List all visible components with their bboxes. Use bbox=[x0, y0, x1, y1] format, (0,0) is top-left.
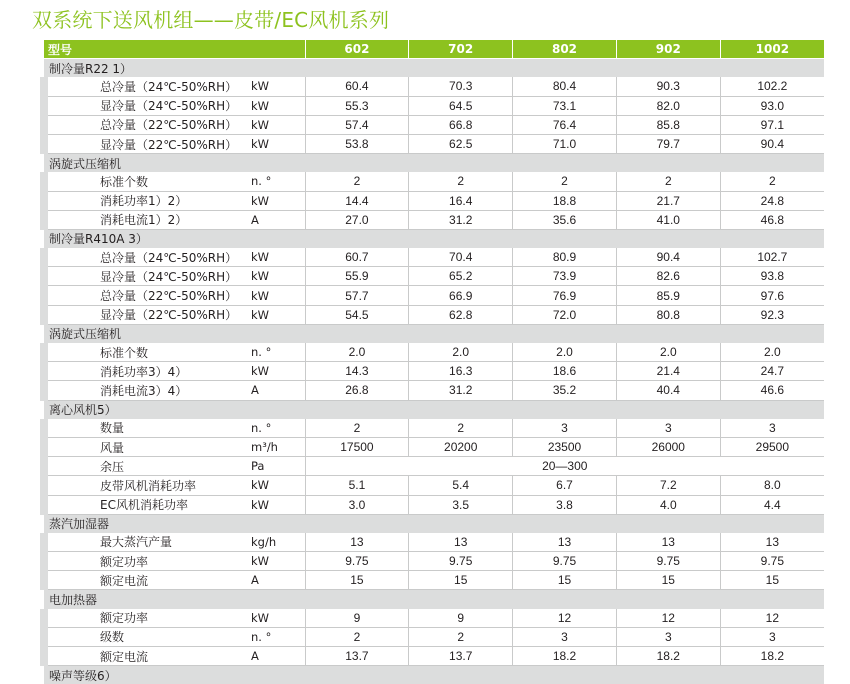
value-cell: 9.75 bbox=[720, 552, 824, 571]
value-cell: 72.0 bbox=[513, 305, 617, 324]
row-label: 总冷量（24℃-50%RH） bbox=[44, 77, 249, 96]
value-cell: 55.3 bbox=[305, 96, 409, 115]
value-cell: 90.4 bbox=[616, 248, 720, 267]
table-row bbox=[44, 343, 824, 362]
value-cell: 15 bbox=[720, 571, 824, 590]
table-row bbox=[44, 267, 824, 286]
value-cell: 12 bbox=[720, 609, 824, 628]
row-unit: A bbox=[249, 571, 305, 590]
model-header-cell: 702 bbox=[409, 40, 513, 59]
row-label: 皮带风机消耗功率 bbox=[44, 476, 249, 495]
row-unit: kW bbox=[249, 552, 305, 571]
value-cell: 13 bbox=[513, 533, 617, 552]
row-label: 总冷量（22℃-50%RH） bbox=[44, 286, 249, 305]
table-row bbox=[44, 248, 824, 267]
value-cell: 57.4 bbox=[305, 115, 409, 134]
row-label: 显冷量（24℃-50%RH） bbox=[44, 267, 249, 286]
value-cell: 76.4 bbox=[513, 115, 617, 134]
value-cell: 3 bbox=[616, 419, 720, 438]
row-label: 消耗功率3）4） bbox=[44, 362, 249, 381]
row-label: 余压 bbox=[44, 457, 249, 476]
row-unit: kW bbox=[249, 305, 305, 324]
row-unit: m³/h bbox=[249, 437, 305, 456]
value-cell: 9 bbox=[305, 609, 409, 628]
value-cell: 92.3 bbox=[720, 305, 824, 324]
row-label: 数量 bbox=[44, 419, 249, 438]
value-cell: 31.2 bbox=[409, 210, 513, 229]
value-cell: 7.2 bbox=[616, 476, 720, 495]
value-cell: 14.3 bbox=[305, 362, 409, 381]
table-row bbox=[44, 172, 824, 191]
section-title: 制冷量R410A 3） bbox=[44, 229, 824, 248]
row-label: 标准个数 bbox=[44, 343, 249, 362]
value-cell: 55.9 bbox=[305, 267, 409, 286]
row-unit: kW bbox=[249, 267, 305, 286]
value-cell: 27.0 bbox=[305, 210, 409, 229]
value-cell: 93.0 bbox=[720, 96, 824, 115]
value-cell: 4.4 bbox=[720, 495, 824, 514]
table-row bbox=[44, 381, 824, 400]
row-unit: n. ° bbox=[249, 343, 305, 362]
table-row bbox=[44, 286, 824, 305]
value-cell: 18.2 bbox=[616, 647, 720, 666]
value-cell: 97.6 bbox=[720, 286, 824, 305]
value-cell: 3 bbox=[720, 627, 824, 646]
value-cell: 35.6 bbox=[513, 210, 617, 229]
value-cell: 64.5 bbox=[409, 96, 513, 115]
value-cell: 93.8 bbox=[720, 267, 824, 286]
value-cell: 41.0 bbox=[616, 210, 720, 229]
value-cell: 16.3 bbox=[409, 362, 513, 381]
row-unit: kW bbox=[249, 286, 305, 305]
spec-table bbox=[40, 40, 824, 684]
row-label: 消耗电流1）2） bbox=[44, 210, 249, 229]
row-label: 显冷量（22℃-50%RH） bbox=[44, 305, 249, 324]
row-label: 额定功率 bbox=[44, 609, 249, 628]
value-cell: 13.7 bbox=[305, 647, 409, 666]
value-cell: 5.4 bbox=[409, 476, 513, 495]
row-unit: kW bbox=[249, 609, 305, 628]
model-header-cell: 602 bbox=[305, 40, 409, 59]
row-label: 消耗功率1）2） bbox=[44, 191, 249, 210]
section-row bbox=[44, 59, 824, 78]
value-cell: 26000 bbox=[616, 437, 720, 456]
row-unit: kW bbox=[249, 77, 305, 96]
value-cell: 70.4 bbox=[409, 248, 513, 267]
table-row bbox=[44, 115, 824, 134]
table-row bbox=[44, 609, 824, 628]
table-row bbox=[44, 437, 824, 456]
row-label: 显冷量（24℃-50%RH） bbox=[44, 96, 249, 115]
value-cell: 2 bbox=[305, 627, 409, 646]
section-row bbox=[44, 154, 824, 173]
table-row bbox=[44, 476, 824, 495]
row-unit: Pa bbox=[249, 457, 305, 476]
section-row bbox=[44, 400, 824, 419]
row-unit: n. ° bbox=[249, 172, 305, 191]
value-cell: 15 bbox=[513, 571, 617, 590]
value-cell: 79.7 bbox=[616, 134, 720, 153]
row-unit: kW bbox=[249, 191, 305, 210]
row-unit: kW bbox=[249, 495, 305, 514]
value-cell: 90.3 bbox=[616, 77, 720, 96]
value-cell: 2 bbox=[305, 419, 409, 438]
value-cell: 15 bbox=[616, 571, 720, 590]
value-cell: 2 bbox=[720, 172, 824, 191]
value-cell: 5.1 bbox=[305, 476, 409, 495]
table-row bbox=[44, 571, 824, 590]
value-cell: 73.9 bbox=[513, 267, 617, 286]
value-cell: 60.4 bbox=[305, 77, 409, 96]
value-cell: 29500 bbox=[720, 437, 824, 456]
row-unit: kW bbox=[249, 134, 305, 153]
value-cell: 2 bbox=[616, 172, 720, 191]
value-cell: 12 bbox=[616, 609, 720, 628]
model-header-cell: 1002 bbox=[720, 40, 824, 59]
row-label: 额定电流 bbox=[44, 647, 249, 666]
value-cell: 18.2 bbox=[720, 647, 824, 666]
value-cell: 17500 bbox=[305, 437, 409, 456]
value-cell: 2.0 bbox=[513, 343, 617, 362]
row-unit: n. ° bbox=[249, 419, 305, 438]
section-title: 涡旋式压缩机 bbox=[44, 324, 824, 343]
row-label: 总冷量（24℃-50%RH） bbox=[44, 248, 249, 267]
value-cell: 102.2 bbox=[720, 77, 824, 96]
value-cell: 65.2 bbox=[409, 267, 513, 286]
table-row bbox=[44, 419, 824, 438]
section-row bbox=[44, 324, 824, 343]
row-label: 消耗电流3）4） bbox=[44, 381, 249, 400]
value-cell: 2.0 bbox=[409, 343, 513, 362]
spec-table-body bbox=[44, 40, 824, 684]
value-cell: 66.8 bbox=[409, 115, 513, 134]
value-cell: 76.9 bbox=[513, 286, 617, 305]
value-cell: 9.75 bbox=[305, 552, 409, 571]
row-unit: kW bbox=[249, 115, 305, 134]
value-cell: 2 bbox=[305, 172, 409, 191]
value-cell: 24.7 bbox=[720, 362, 824, 381]
section-title: 涡旋式压缩机 bbox=[44, 154, 824, 173]
value-cell: 85.8 bbox=[616, 115, 720, 134]
table-row bbox=[44, 191, 824, 210]
table-row bbox=[44, 96, 824, 115]
value-cell: 26.8 bbox=[305, 381, 409, 400]
value-cell: 82.6 bbox=[616, 267, 720, 286]
value-cell: 2 bbox=[513, 172, 617, 191]
value-cell: 13 bbox=[616, 533, 720, 552]
table-row bbox=[44, 627, 824, 646]
value-cell: 3.0 bbox=[305, 495, 409, 514]
value-cell: 21.4 bbox=[616, 362, 720, 381]
table-header-row bbox=[44, 40, 824, 59]
value-cell: 2 bbox=[409, 627, 513, 646]
value-cell: 9.75 bbox=[616, 552, 720, 571]
section-title: 蒸汽加湿器 bbox=[44, 514, 824, 533]
value-cell: 46.8 bbox=[720, 210, 824, 229]
row-label: 总冷量（22℃-50%RH） bbox=[44, 115, 249, 134]
value-cell: 73.1 bbox=[513, 96, 617, 115]
value-cell: 14.4 bbox=[305, 191, 409, 210]
value-cell: 102.7 bbox=[720, 248, 824, 267]
value-cell: 82.0 bbox=[616, 96, 720, 115]
value-cell: 54.5 bbox=[305, 305, 409, 324]
model-header-label: 型号 bbox=[44, 40, 305, 59]
value-cell: 13 bbox=[409, 533, 513, 552]
table-row bbox=[44, 457, 824, 476]
row-label: EC风机消耗功率 bbox=[44, 495, 249, 514]
value-cell: 2.0 bbox=[305, 343, 409, 362]
table-row bbox=[44, 362, 824, 381]
section-row bbox=[44, 229, 824, 248]
value-cell: 57.7 bbox=[305, 286, 409, 305]
model-header-cell: 802 bbox=[513, 40, 617, 59]
value-cell: 71.0 bbox=[513, 134, 617, 153]
row-label: 最大蒸汽产量 bbox=[44, 533, 249, 552]
section-title: 电加热器 bbox=[44, 590, 824, 609]
value-cell: 90.4 bbox=[720, 134, 824, 153]
row-unit: kW bbox=[249, 248, 305, 267]
table-row bbox=[44, 210, 824, 229]
value-cell: 2.0 bbox=[720, 343, 824, 362]
row-label: 风量 bbox=[44, 437, 249, 456]
row-label: 显冷量（22℃-50%RH） bbox=[44, 134, 249, 153]
value-cell: 9 bbox=[409, 609, 513, 628]
table-row bbox=[44, 647, 824, 666]
section-title: 噪声等级6） bbox=[44, 666, 824, 684]
value-cell: 15 bbox=[305, 571, 409, 590]
value-cell: 3.8 bbox=[513, 495, 617, 514]
value-cell: 62.8 bbox=[409, 305, 513, 324]
row-label: 额定功率 bbox=[44, 552, 249, 571]
value-cell: 23500 bbox=[513, 437, 617, 456]
value-cell: 85.9 bbox=[616, 286, 720, 305]
value-cell: 80.8 bbox=[616, 305, 720, 324]
value-cell: 9.75 bbox=[513, 552, 617, 571]
row-unit: A bbox=[249, 647, 305, 666]
table-row bbox=[44, 77, 824, 96]
value-cell: 18.8 bbox=[513, 191, 617, 210]
row-unit: kW bbox=[249, 476, 305, 495]
value-cell: 24.8 bbox=[720, 191, 824, 210]
row-label: 标准个数 bbox=[44, 172, 249, 191]
page-title: 双系统下送风机组——皮带/EC风机系列 bbox=[32, 8, 390, 32]
value-cell: 35.2 bbox=[513, 381, 617, 400]
section-title: 制冷量R22 1） bbox=[44, 59, 824, 78]
value-cell: 46.6 bbox=[720, 381, 824, 400]
section-row bbox=[44, 590, 824, 609]
value-cell: 4.0 bbox=[616, 495, 720, 514]
row-unit: A bbox=[249, 381, 305, 400]
row-unit: kW bbox=[249, 96, 305, 115]
table-row bbox=[44, 533, 824, 552]
value-cell: 3.5 bbox=[409, 495, 513, 514]
row-unit: kg/h bbox=[249, 533, 305, 552]
value-cell: 15 bbox=[409, 571, 513, 590]
merged-value-cell: 20—300 bbox=[305, 457, 824, 476]
value-cell: 6.7 bbox=[513, 476, 617, 495]
table-row bbox=[44, 495, 824, 514]
table-row bbox=[44, 305, 824, 324]
value-cell: 12 bbox=[513, 609, 617, 628]
value-cell: 53.8 bbox=[305, 134, 409, 153]
value-cell: 3 bbox=[720, 419, 824, 438]
value-cell: 18.2 bbox=[513, 647, 617, 666]
table-row bbox=[44, 134, 824, 153]
value-cell: 8.0 bbox=[720, 476, 824, 495]
value-cell: 70.3 bbox=[409, 77, 513, 96]
value-cell: 3 bbox=[616, 627, 720, 646]
value-cell: 13 bbox=[305, 533, 409, 552]
value-cell: 2.0 bbox=[616, 343, 720, 362]
value-cell: 66.9 bbox=[409, 286, 513, 305]
value-cell: 31.2 bbox=[409, 381, 513, 400]
value-cell: 62.5 bbox=[409, 134, 513, 153]
value-cell: 2 bbox=[409, 419, 513, 438]
value-cell: 18.6 bbox=[513, 362, 617, 381]
value-cell: 13 bbox=[720, 533, 824, 552]
row-label: 额定电流 bbox=[44, 571, 249, 590]
value-cell: 3 bbox=[513, 419, 617, 438]
value-cell: 3 bbox=[513, 627, 617, 646]
row-unit: kW bbox=[249, 362, 305, 381]
row-unit: n. ° bbox=[249, 627, 305, 646]
value-cell: 80.9 bbox=[513, 248, 617, 267]
row-label: 级数 bbox=[44, 627, 249, 646]
section-title: 离心风机5） bbox=[44, 400, 824, 419]
value-cell: 40.4 bbox=[616, 381, 720, 400]
value-cell: 13.7 bbox=[409, 647, 513, 666]
value-cell: 21.7 bbox=[616, 191, 720, 210]
value-cell: 2 bbox=[409, 172, 513, 191]
value-cell: 16.4 bbox=[409, 191, 513, 210]
value-cell: 80.4 bbox=[513, 77, 617, 96]
value-cell: 60.7 bbox=[305, 248, 409, 267]
model-header-cell: 902 bbox=[616, 40, 720, 59]
value-cell: 9.75 bbox=[409, 552, 513, 571]
value-cell: 97.1 bbox=[720, 115, 824, 134]
section-row bbox=[44, 666, 824, 684]
table-row bbox=[44, 552, 824, 571]
section-row bbox=[44, 514, 824, 533]
value-cell: 20200 bbox=[409, 437, 513, 456]
row-unit: A bbox=[249, 210, 305, 229]
